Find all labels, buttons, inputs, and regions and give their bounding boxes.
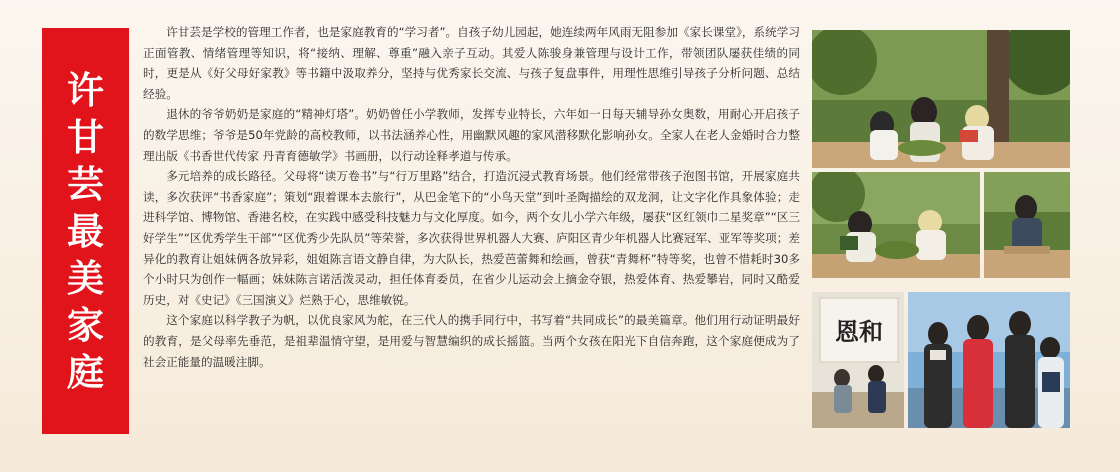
title-char: 最: [67, 208, 104, 253]
title-banner: [42, 28, 129, 434]
calligraphy-sign: 恩和: [835, 317, 883, 346]
paragraph-grandparents: 退休的爷爷奶奶是家庭的“精神灯塔”。奶奶曾任小学教师，发挥专业特长，六年如一日每天辅导孙女奥数，用耐心开启孩子的数学思维；爷爷是50年党龄的高校教师，以书法涵养心性，用幽默风趣的家风潜移默化影响孙女。全家人在老人金婚时合力整理出版《书香世代传家 丹青育德敏学》书画册，以行动诠释孝道与传承。: [143, 107, 800, 163]
title-char: 许: [67, 67, 104, 112]
title-char: 家: [67, 302, 104, 347]
title-char: 美: [67, 255, 104, 300]
photo-girl-reading: [812, 172, 980, 278]
paragraph-growth-path: 多元培养的成长路径。父母将“读万卷书”与“行万里路”结合，打造沉浸式教育场景。他们经常带孩子泡图书馆，开展家庭共读，多次获评“书香家庭”；策划“跟着课本去旅行”，从巴金笔下的“小鸟天堂”到叶圣陶描绘的双龙洞，让文字化作具象体验；走进科学馆、博物馆、香港名校，在实践中感受科技魅力与文化厚度。如今，两个女儿小学六年级，屡获“区红领巾二星奖章”“区三好学生”“区优秀学生干部”“区优秀少先队员”等荣誉，多次获得世界机器人大赛、庐阳区青少年机器人比赛冠军、亚军等奖项；差异化的教育让姐妹俩各放异彩，姐姐陈言语文静自律，为大队长，热爱芭蕾舞和绘画，曾获“青舞杯”特等奖，也曾不惜耗时30多个小时只为创作一幅画；妹妹陈言诺活泼灵动，担任体育委员，在省少儿运动会上摘金夺银，热爱体育、热爱攀岩，同时又酷爱历史，对《史记》《三国演义》烂熟于心，思维敏锐。: [143, 169, 800, 307]
photo-grandparents-calligraphy: [812, 292, 904, 428]
title-char: 庭: [67, 349, 104, 394]
paragraph-conclusion: 这个家庭以科学教子为帆，以优良家风为舵，在三代人的携手同行中，书写着“共同成长”的最美篇章。他们用行动证明最好的教育，是父母率先垂范，是祖辈温情守望，是用爱与智慧编织的成长摇篮。当两个女孩在阳光下自信奔跑，这个家庭便成为了社会正能量的温暖注脚。: [143, 313, 800, 369]
paragraph-study: 许甘芸是学校的管理工作者，也是家庭教育的“学习者”。自孩子幼儿园起，她连续两年风雨无阻参加《家长课堂》，系统学习正面管教、情绪管理等知识，将“接纳、理解、尊重”融入亲子互动。其爱人陈骏身兼管理与设计工作，带领团队屡获佳绩的同时，更是从《好父母好家教》等书籍中汲取养分，坚持与优秀家长交流、与孩子复盘事件，用理性思维引导孩子分析问题、总结经验。: [143, 25, 800, 101]
photo-woman-at-table: [984, 172, 1070, 278]
photo-family-reading-outdoors: [812, 30, 1070, 168]
article-body: [143, 22, 800, 372]
title-char: 芸: [67, 161, 104, 206]
photo-family-portrait: [908, 292, 1070, 428]
title-char: 甘: [67, 114, 104, 159]
